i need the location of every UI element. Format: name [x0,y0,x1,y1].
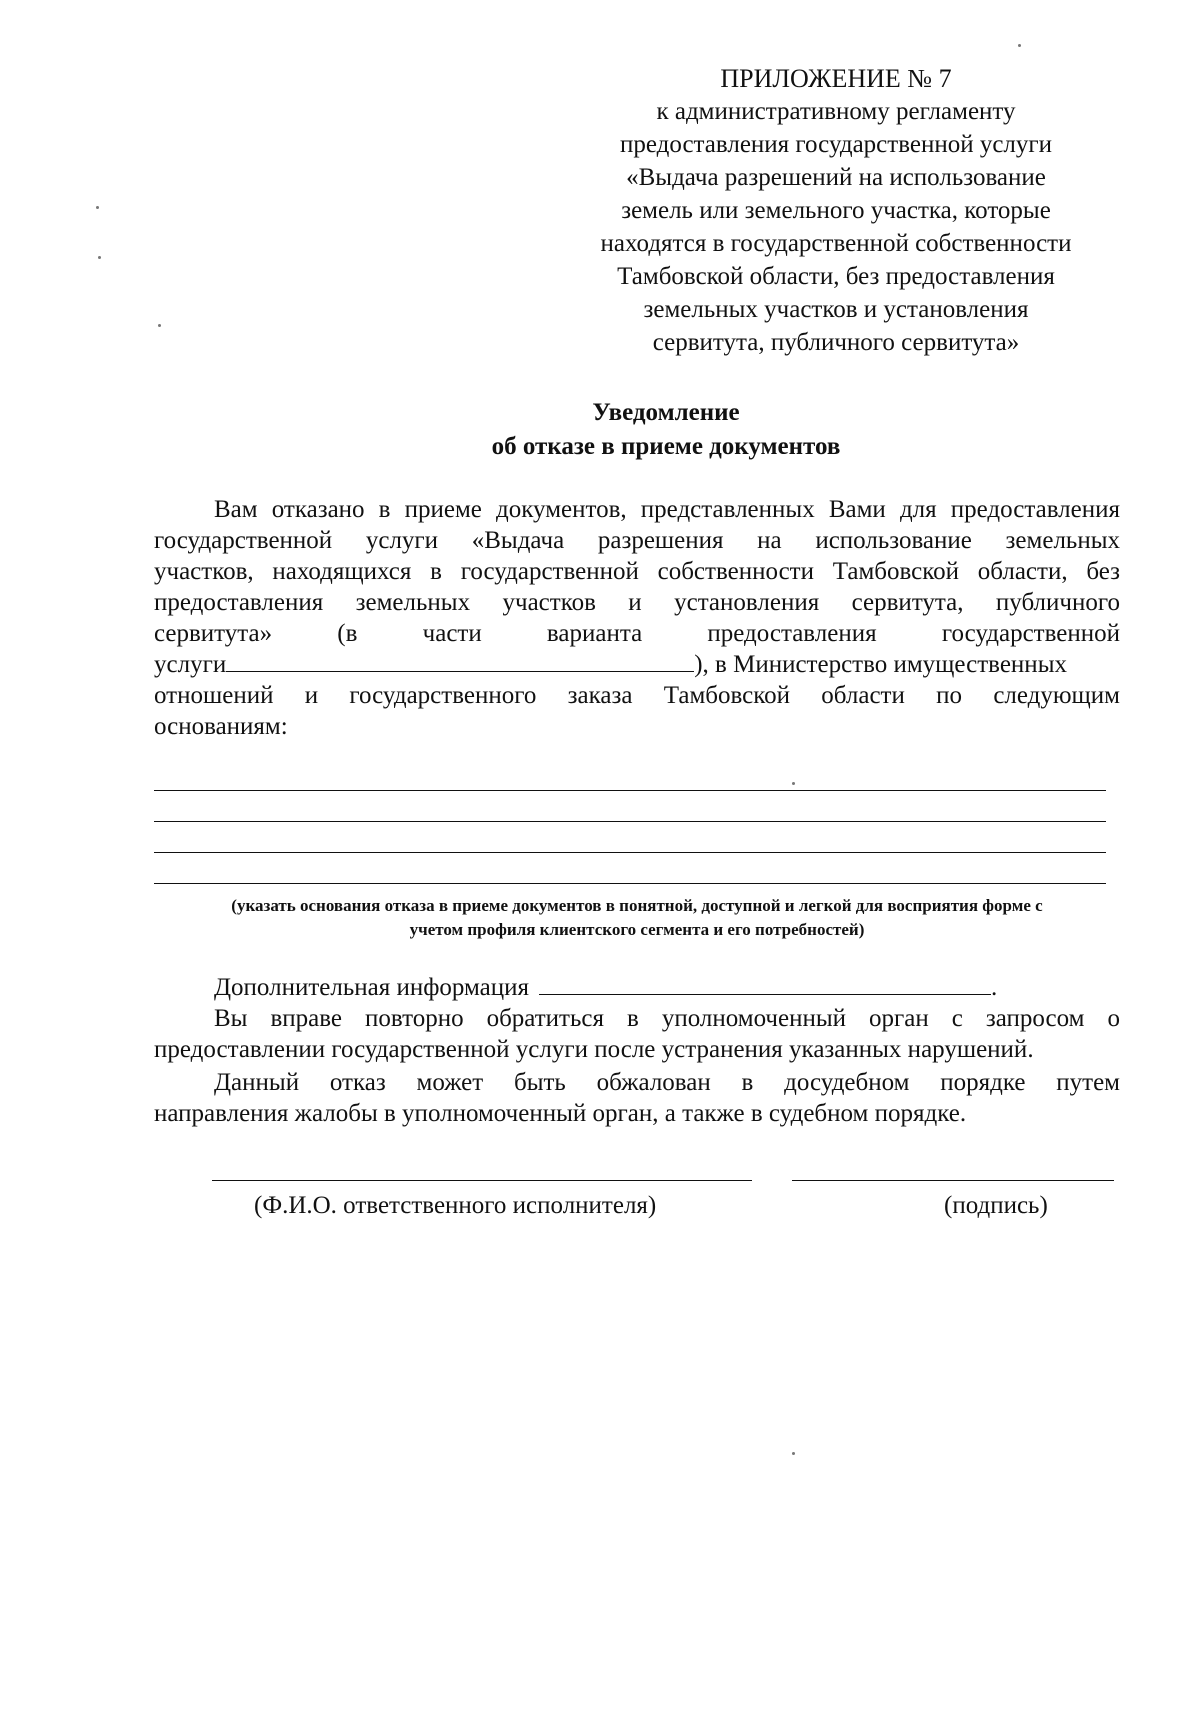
additional-info [214,972,997,1003]
appendix-line: сервитута, публичного сервитута» [652,329,1020,356]
scan-speck [96,206,99,209]
appendix-line: земельных участков и установления [643,296,1029,323]
scan-speck [1018,44,1021,47]
appendix-line: земель или земельного участка, которые [621,197,1051,224]
executor-name-line [212,1180,752,1181]
grounds-blank-line [154,822,1106,853]
appeal-paragraph [154,1067,1120,1129]
appendix-heading: ПРИЛОЖЕНИЕ № 7 [720,64,952,93]
document-title [150,396,1182,464]
grounds-blank-line [154,791,1106,822]
body-line: участков, находящихся в государственной собственности Тамбовской области, без [154,558,1120,585]
body-line: основаниям: [154,713,288,740]
appendix-line: к административному регламенту [656,98,1016,125]
refusal-paragraph [154,494,1120,742]
appeal-line: Данный отказ может быть обжалован в досудебном порядке путем [214,1069,1120,1096]
additional-info-blank [539,972,991,995]
scan-speck [792,782,795,785]
body-line-variant [154,649,1120,680]
signature-caption: (подпись) [944,1192,1048,1219]
appendix-line: «Выдача разрешений на использование [626,164,1046,191]
body-line: государственной услуги «Выдача разрешения на использование земельных [154,527,1120,554]
body-line: отношений и государственного заказа Тамбовской области по следующим [154,682,1120,709]
title-line-2: об отказе в приеме документов [491,433,841,460]
reapply-line: предоставлении государственной услуги после устранения указанных нарушений. [154,1036,1034,1063]
additional-info-end: . [991,974,998,1001]
grounds-fill-lines [154,760,1106,884]
hint-line-1: (указать основания отказа в приеме документов в понятной, доступной и легкой для восприятия форме с [231,896,1043,915]
appendix-header [556,62,1116,359]
service-label: услуги [154,651,227,678]
grounds-hint [154,894,1120,942]
scan-speck [158,324,161,327]
appendix-line: Тамбовской области, без предоставления [617,263,1055,290]
grounds-blank-line [154,853,1106,884]
appeal-line: направления жалобы в уполномоченный орган, а также в судебном порядке. [154,1100,967,1127]
reapply-line: Вы вправе повторно обратиться в уполномоченный орган с запросом о [214,1005,1120,1032]
appendix-line: находятся в государственной собственности [600,230,1072,257]
appendix-line: предоставления государственной услуги [619,131,1053,158]
reapply-paragraph [154,1003,1120,1065]
executor-name-caption: (Ф.И.О. ответственного исполнителя) [254,1192,657,1219]
service-variant-blank [226,651,694,672]
additional-info-label: Дополнительная информация [214,974,530,1001]
hint-line-2: учетом профиля клиентского сегмента и его потребностей) [409,920,865,939]
signature-line [792,1180,1114,1181]
body-line: сервитута» (в части варианта предоставления государственной [154,620,1120,647]
body-line: предоставления земельных участков и установления сервитута, публичного [154,589,1120,616]
title-line-1: Уведомление [592,399,740,426]
scan-speck [792,1452,795,1455]
scan-speck [98,256,101,259]
grounds-blank-line [154,760,1106,791]
ministry-text: ), в Министерство имущественных [694,651,1067,678]
body-line: Вам отказано в приеме документов, представленных Вами для предоставления [214,496,1120,523]
